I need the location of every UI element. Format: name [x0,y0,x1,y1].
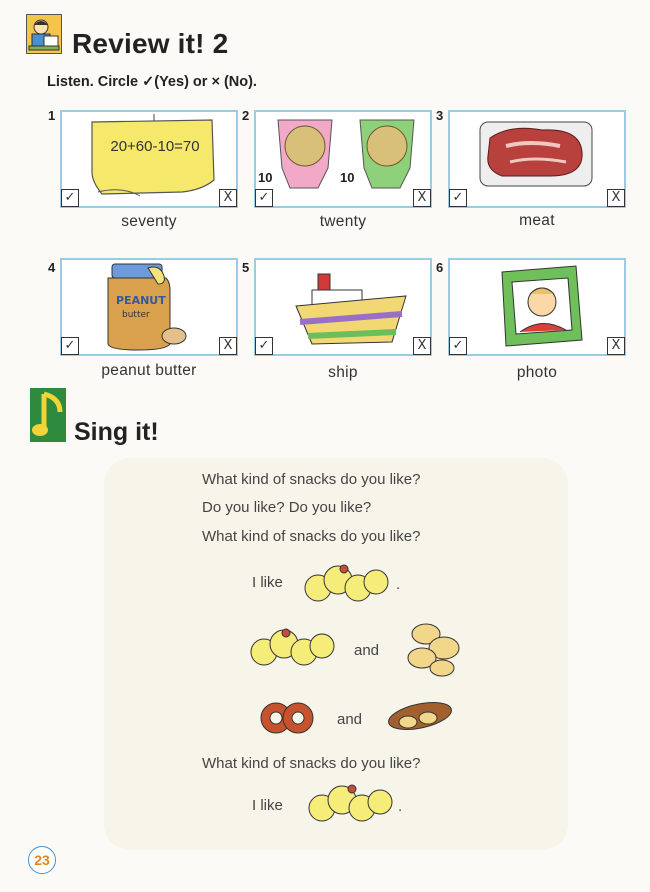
no-checkbox[interactable]: X [607,337,625,355]
item-word: photo [516,364,558,381]
jar-label-butter: butter [122,310,150,320]
box-count-left: 10 [258,170,273,185]
item-word: meat [519,212,555,229]
item-number: 6 [436,260,444,275]
yes-checkbox[interactable]: ✓ [449,189,467,207]
instruction-text: Listen. Circle ✓(Yes) or × (No). [47,74,257,90]
page-number: 23 [28,846,56,874]
song-period: . [396,576,401,593]
song-line: I like [252,574,283,591]
yes-checkbox[interactable]: ✓ [255,337,273,355]
review-card-peanut-butter [60,258,238,356]
item-word: seventy [121,213,177,230]
item-number: 4 [48,260,56,275]
popcorn-picture [300,562,392,608]
song-line: What kind of snacks do you like? [202,755,421,772]
meat-tray-picture [450,112,624,206]
photo-frame-picture [450,260,624,354]
yes-checkbox[interactable]: ✓ [61,189,79,207]
music-note-icon [30,388,66,442]
page-title: Review it! 2 [72,28,229,59]
section-title: Sing it! [74,418,159,446]
song-line: What kind of snacks do you like? [202,528,421,545]
song-line: I like [252,797,283,814]
yes-checkbox[interactable]: ✓ [61,337,79,355]
no-checkbox[interactable]: X [219,337,237,355]
popcorn-picture [304,782,396,828]
review-card-twenty [254,110,432,208]
item-word: peanut butter [101,362,197,379]
item-word: ship [328,364,358,381]
snack-boxes-picture [256,112,430,206]
chips-picture [402,620,464,680]
song-line: and [354,642,380,659]
peanuts-picture [384,694,460,736]
item-word: twenty [319,213,367,230]
no-checkbox[interactable]: X [413,337,431,355]
reading-boy-icon [26,14,62,54]
item-number: 1 [48,108,56,123]
pretzels-picture [258,692,316,740]
item-number: 5 [242,260,250,275]
item-number: 2 [242,108,250,123]
review-card-seventy [60,110,238,208]
no-checkbox[interactable]: X [413,189,431,207]
song-period: . [398,798,403,815]
yes-checkbox[interactable]: ✓ [449,337,467,355]
ship-picture [256,260,430,354]
sticky-note-equation: 20+60-10=70 [110,138,200,155]
song-line: What kind of snacks do you like? [202,471,421,488]
jar-label-peanut: PEANUT [116,294,166,307]
sticky-note-picture [62,112,236,206]
no-checkbox[interactable]: X [607,189,625,207]
song-line: and [337,711,363,728]
review-card-photo [448,258,626,356]
popcorn-picture [246,626,338,672]
review-card-meat [448,110,626,208]
no-checkbox[interactable]: X [219,189,237,207]
item-number: 3 [436,108,444,123]
song-line: Do you like? Do you like? [202,499,372,516]
peanut-butter-jar-picture [62,260,236,354]
yes-checkbox[interactable]: ✓ [255,189,273,207]
box-count-right: 10 [340,170,355,185]
review-card-ship [254,258,432,356]
